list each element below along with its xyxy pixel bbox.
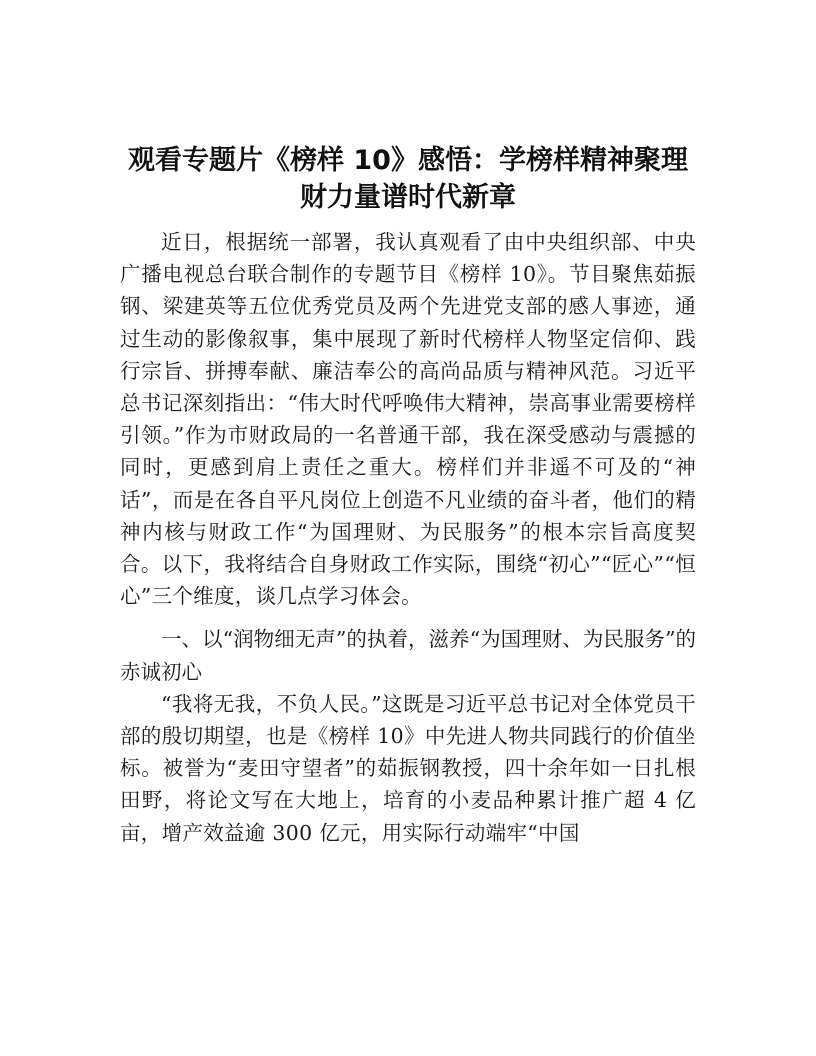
document-page — [120, 142, 696, 849]
intro-paragraph: 近日，根据统一部署，我认真观看了由中央组织部、中央广播电视总台联合制作的专题节目《榜样 10》。节目聚焦茹振钢、梁建英等五位优秀党员及两个先进党支部的感人事迹，通过生动的影像叙事，集中展现了新时代榜样人物坚定信仰、践行宗旨、拼搏奉献、廉洁奉公的高尚品质与精神风范。习近平总书记深刻指出：“伟大时代呼唤伟大精神，崇高事业需要榜样引领。”作为市财政局的一名普通干部，我在深受感动与震撼的同时，更感到肩上责任之重大。榜样们并非遥不可及的“神话”，而是在各自平凡岗位上创造不凡业绩的奋斗者，他们的精神内核与财政工作“为国理财、为民服务”的根本宗旨高度契合。以下，我将结合自身财政工作实际，围绕“初心”“匠心”“恒心”三个维度，谈几点学习体会。 — [120, 230, 696, 609]
section-paragraph: “我将无我，不负人民。”这既是习近平总书记对全体党员干部的殷切期望，也是《榜样 10》中先进人物共同践行的价值坐标。被誉为“麦田守望者”的茹振钢教授，四十余年如一日扎根田野，将论文写在大地上，培育的小麦品种累计推广超 4 亿亩，增产效益逾 300 亿元，用实际行动端牢“中国 — [120, 691, 696, 845]
document-title: 观看专题片《榜样 10》感悟：学榜样精神聚理财力量谱时代新章 — [128, 145, 688, 213]
section-heading: 一、以“润物细无声”的执着，滋养“为国理财、为民服务”的赤诚初心 — [120, 627, 696, 684]
